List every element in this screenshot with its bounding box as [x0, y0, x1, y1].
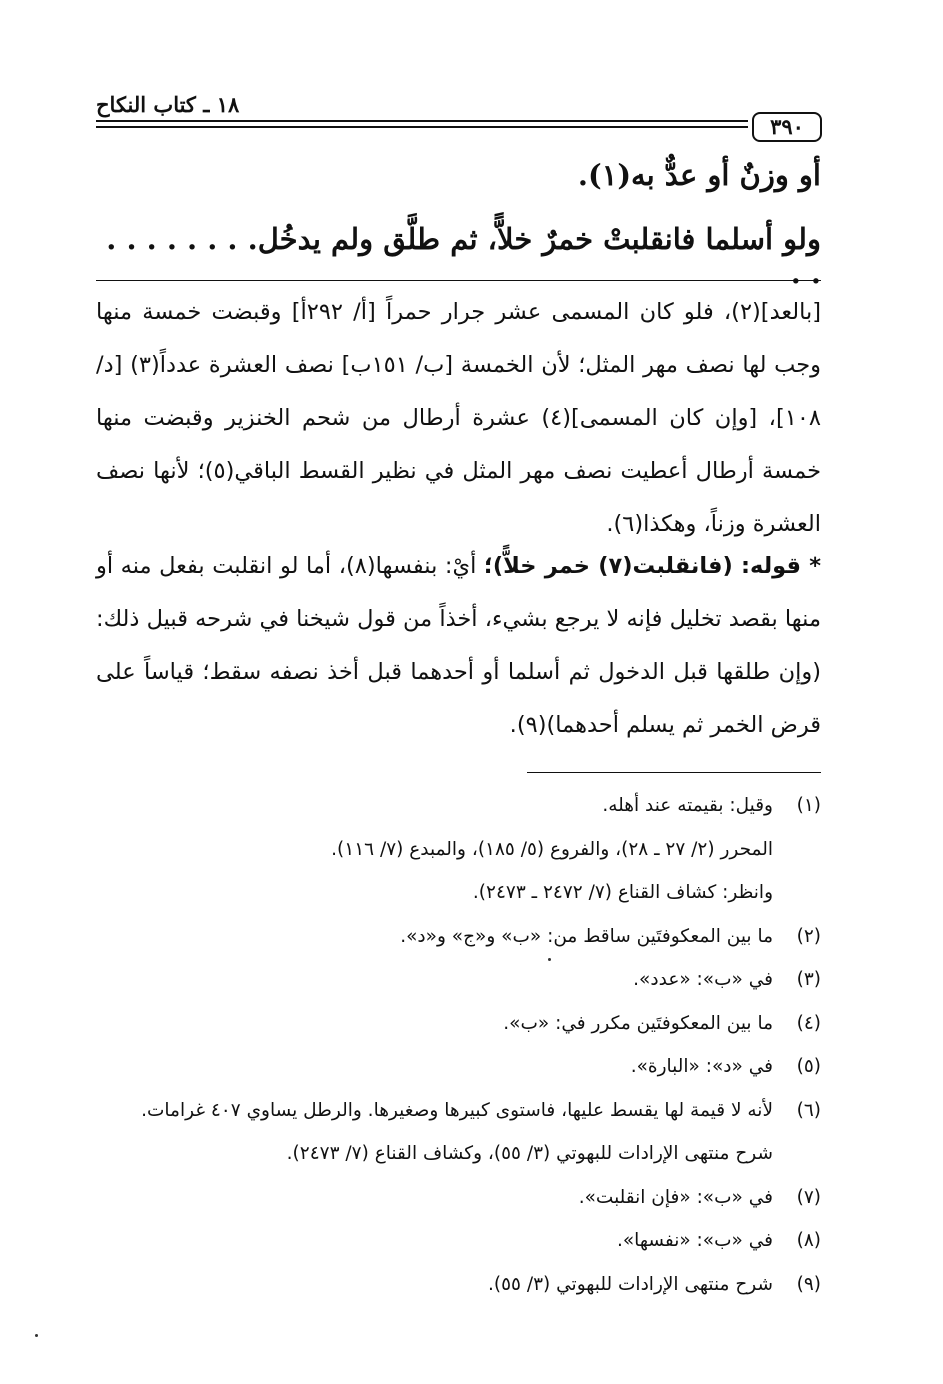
footnote-8 — [96, 1219, 821, 1263]
footnote-number: (٦) — [796, 1099, 821, 1121]
footnote-number: (٨) — [796, 1230, 821, 1251]
commentary-paragraph-1: [بالعد](٢)، فلو كان المسمى عشر جرار حمراً [أ/ ٢٩٢أ] وقبضت خمسة منها وجب لها نصف مهر المثل؛ لأن الخمسة [ب/ ١٥١ب] نصف العشرة عدداً(٣) [د/ ١٠٨]، [وإن كان المسمى](٤) عشرة أرطال من شحم الخنزير وقبضت منها خمسة أرطال أعطيت نصف مهر المثل في نظير القسط الباقي(٥)؛ لأنها نصف العشرة وزناً، وهكذا(٦). — [96, 299, 822, 537]
footnote-text: في «ب»: «نفسها». — [616, 1230, 773, 1251]
footnote-1-line-2: المحرر (٢/ ٢٧ ـ ٢٨)، والفروع (٥/ ١٨٥)، والمبدع (٧/ ١١٦). — [331, 838, 773, 860]
footnote-9 — [96, 1263, 821, 1307]
commentary-paragraph-2 — [96, 540, 821, 752]
footnote-number: (٩) — [796, 1273, 821, 1295]
footnote-number: (٤) — [796, 1012, 821, 1034]
footnotes — [96, 784, 821, 1306]
footnote-number: (٥) — [796, 1056, 821, 1077]
footnote-1-line-3: وانظر: كشاف القناع (٧/ ٢٤٧٢ ـ ٢٤٧٣). — [472, 882, 773, 903]
header-rule-bottom — [96, 126, 748, 128]
footnote-number: (١) — [796, 795, 821, 816]
footnote-text: وقيل: بقيمته عند أهله. — [602, 795, 773, 816]
footnote-number: (٣) — [796, 969, 821, 990]
commentary-text: أيْ: بنفسها(٨)، أما لو انقلبت بفعل منه أو منها بقصد تخليل فإنه لا يرجع بشيء، أخذاً من قول شيخنا في شرحه قبيل ذلك: (وإن طلقها قبل الدخول ثم أسلما أو أحدهما قبل أخذ نصفه سقط؛ قياساً على قرض الخمر ثم يسلم أحدهما)(٩). — [96, 553, 821, 738]
footnote-divider — [527, 772, 821, 773]
footnote-text: لأنه لا قيمة لها يقسط عليها، فاستوى كبيرها وصغيرها. والرطل يساوي ٤٠٧ غرامات. — [141, 1099, 773, 1121]
page-number: ٣٩٠ — [752, 112, 822, 142]
footnote-6-line-2: شرح منتهى الإرادات للبهوتي (٣/ ٥٥)، وكشاف القناع (٧/ ٢٤٧٣). — [286, 1143, 773, 1164]
footnote-3 — [96, 958, 821, 1002]
footnote-text: في «ب»: «عدد». — [633, 969, 773, 990]
footnote-2 — [96, 915, 821, 959]
footnote-number: (٧) — [796, 1186, 821, 1208]
footnote-text: ما بين المعكوفتَين ساقط من: «ب» و«ج» و«د». — [400, 925, 773, 947]
matn-line-1: أو وزنٌ أو عدٌّ به(١). — [577, 158, 821, 192]
footnote-number: (٢) — [796, 925, 821, 947]
header-rule-top — [96, 120, 748, 122]
footnote-text: شرح منتهى الإرادات للبهوتي (٣/ ٥٥). — [487, 1273, 773, 1295]
footnote-5 — [96, 1045, 821, 1089]
scan-speck — [35, 1334, 38, 1337]
footnote-6 — [96, 1089, 821, 1133]
footnote-text: في «د»: «البارة». — [630, 1056, 773, 1077]
scan-speck — [548, 958, 551, 961]
footnote-4 — [96, 1002, 821, 1046]
page-header — [96, 86, 822, 146]
footnote-text: ما بين المعكوفتَين مكرر في: «ب». — [503, 1012, 773, 1034]
running-title: ١٨ ـ كتاب النكاح — [96, 92, 240, 117]
footnote-1 — [96, 784, 821, 828]
matn-divider — [96, 280, 821, 281]
footnote-7 — [96, 1176, 821, 1220]
quoted-phrase: * قوله: (فانقلبت(٧) خمر خلاًّ)؛ — [483, 553, 821, 579]
matn-line-2: ولو أسلما فانقلبتْ خمرٌ خلاًّ، ثم طلَّق ولم يدخُل. . . . . . . . . . — [106, 222, 821, 290]
footnote-text: في «ب»: «فإن انقلبت». — [578, 1186, 773, 1208]
